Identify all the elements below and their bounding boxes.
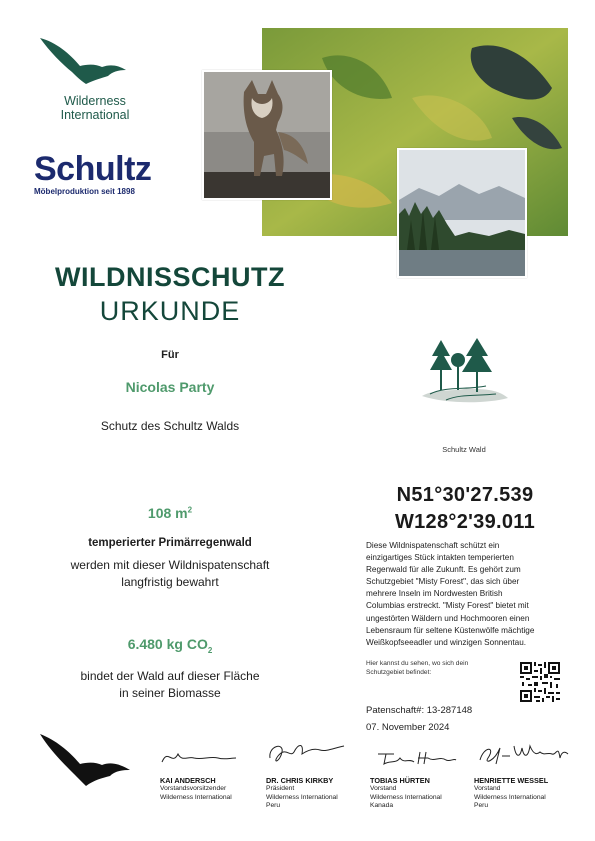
signatory-4 [474,776,574,811]
signatory-org: Wilderness International [474,793,546,801]
wilderness-line2: International [60,108,130,122]
description-line: Schutzgebiet "Misty Forest", das sich über [366,577,520,587]
sponsorship-number: Patenschaft#: 13-287148 [366,705,473,716]
qr-code[interactable] [520,662,560,702]
recipient-name: Nicolas Party [125,379,215,395]
signature-4 [474,738,570,772]
description-line: Columbias erstreckt. "Misty Forest" bietet mit [366,601,529,611]
qr-hint-line2: Schutzgebiet befindet: [366,668,432,676]
signatory-name: KAI ANDERSCH [160,776,216,785]
signatory-org: Wilderness International [266,793,338,801]
description-line: mehrere Inseln im Nordwesten British [366,589,503,599]
qr-hint-line1: Hier kannst du sehen, wo sich dein [366,660,469,667]
for-label: Für [161,349,179,361]
forest-type: temperierter Primärregenwald [88,537,252,549]
signatory-country: Peru [474,802,489,809]
eagle-silhouette-icon [36,730,136,790]
sponsorship-date: 07. November 2024 [366,722,450,733]
schultz-tagline: Möbelproduktion seit 1898 [34,187,135,196]
area-text-line1: werden mit dieser Wildnispatenschaft [70,558,270,572]
area-text [20,557,320,591]
area-text-line2: langfristig bewahrt [121,575,219,589]
eagle-icon [36,34,136,90]
signatory-org: Wilderness International [370,793,442,801]
grey-wolf-photo [202,70,332,200]
signatory-country: Kanada [370,802,394,809]
area-value [20,505,320,521]
signatory-3 [370,776,470,811]
area-unit-sup: 2 [187,505,193,515]
title-line1: WILDNISSCHUTZ [55,262,285,292]
signatory-name: DR. CHRIS KIRKBY [266,776,334,785]
schultz-logo [34,150,174,206]
forest-icon [416,330,512,410]
signatory-role: Präsident [266,785,295,792]
co2-text [20,668,320,702]
description-line: Lebensraum für seltene Küstenwölfe mächtige [366,625,535,635]
description-line: Weißkopfseeadler und winzigen Sonnentau. [366,637,527,647]
coordinate-latitude: N51°30'27.539 [396,484,534,506]
qr-hint [366,660,516,677]
wilderness-logo [30,34,160,124]
schultz-name: Schultz [34,150,152,188]
signatory-country: Peru [266,802,281,809]
description-line: Regenwald für alle Zukunft. Es gehört zum [366,565,521,575]
description [366,540,576,649]
title-line2: URKUNDE [99,296,241,326]
co2-sub: 2 [207,645,213,655]
signature-3 [374,744,458,772]
signatory-name: HENRIETTE WESSEL [474,776,549,785]
description-line: Diese Wildnispatenschaft schützt ein [366,541,500,550]
signatory-2 [266,776,366,811]
co2-text-line2: in seiner Biomasse [119,686,221,700]
signature-1 [158,742,238,772]
description-line: einzigartiges Stück intakten temperierten [366,553,514,563]
project-name: Schutz des Schultz Walds [100,419,240,433]
signatory-name: TOBIAS HÜRTEN [370,776,430,785]
signatory-1 [160,776,260,802]
co2-text-line1: bindet der Wald auf dieser Fläche [80,669,260,683]
misty-forest-lake-photo [397,148,527,278]
signatory-role: Vorstand [370,785,397,792]
wilderness-line1: Wilderness [64,94,126,108]
signatory-org: Wilderness International [160,793,232,801]
signatory-role: Vorstandsvorsitzender [160,785,227,792]
coordinate-longitude: W128°2'39.011 [394,511,536,533]
co2-number: 6.480 kg CO [127,636,208,652]
description-line: ungestörten Wäldern und Hochmooren einen [366,613,530,623]
co2-value [20,636,320,655]
area-number: 108 m [147,505,188,521]
signatory-role: Vorstand [474,785,501,792]
signature-2 [264,738,348,772]
forest-icon-caption: Schultz Wald [442,445,486,454]
eagle-footer-logo [36,730,136,790]
